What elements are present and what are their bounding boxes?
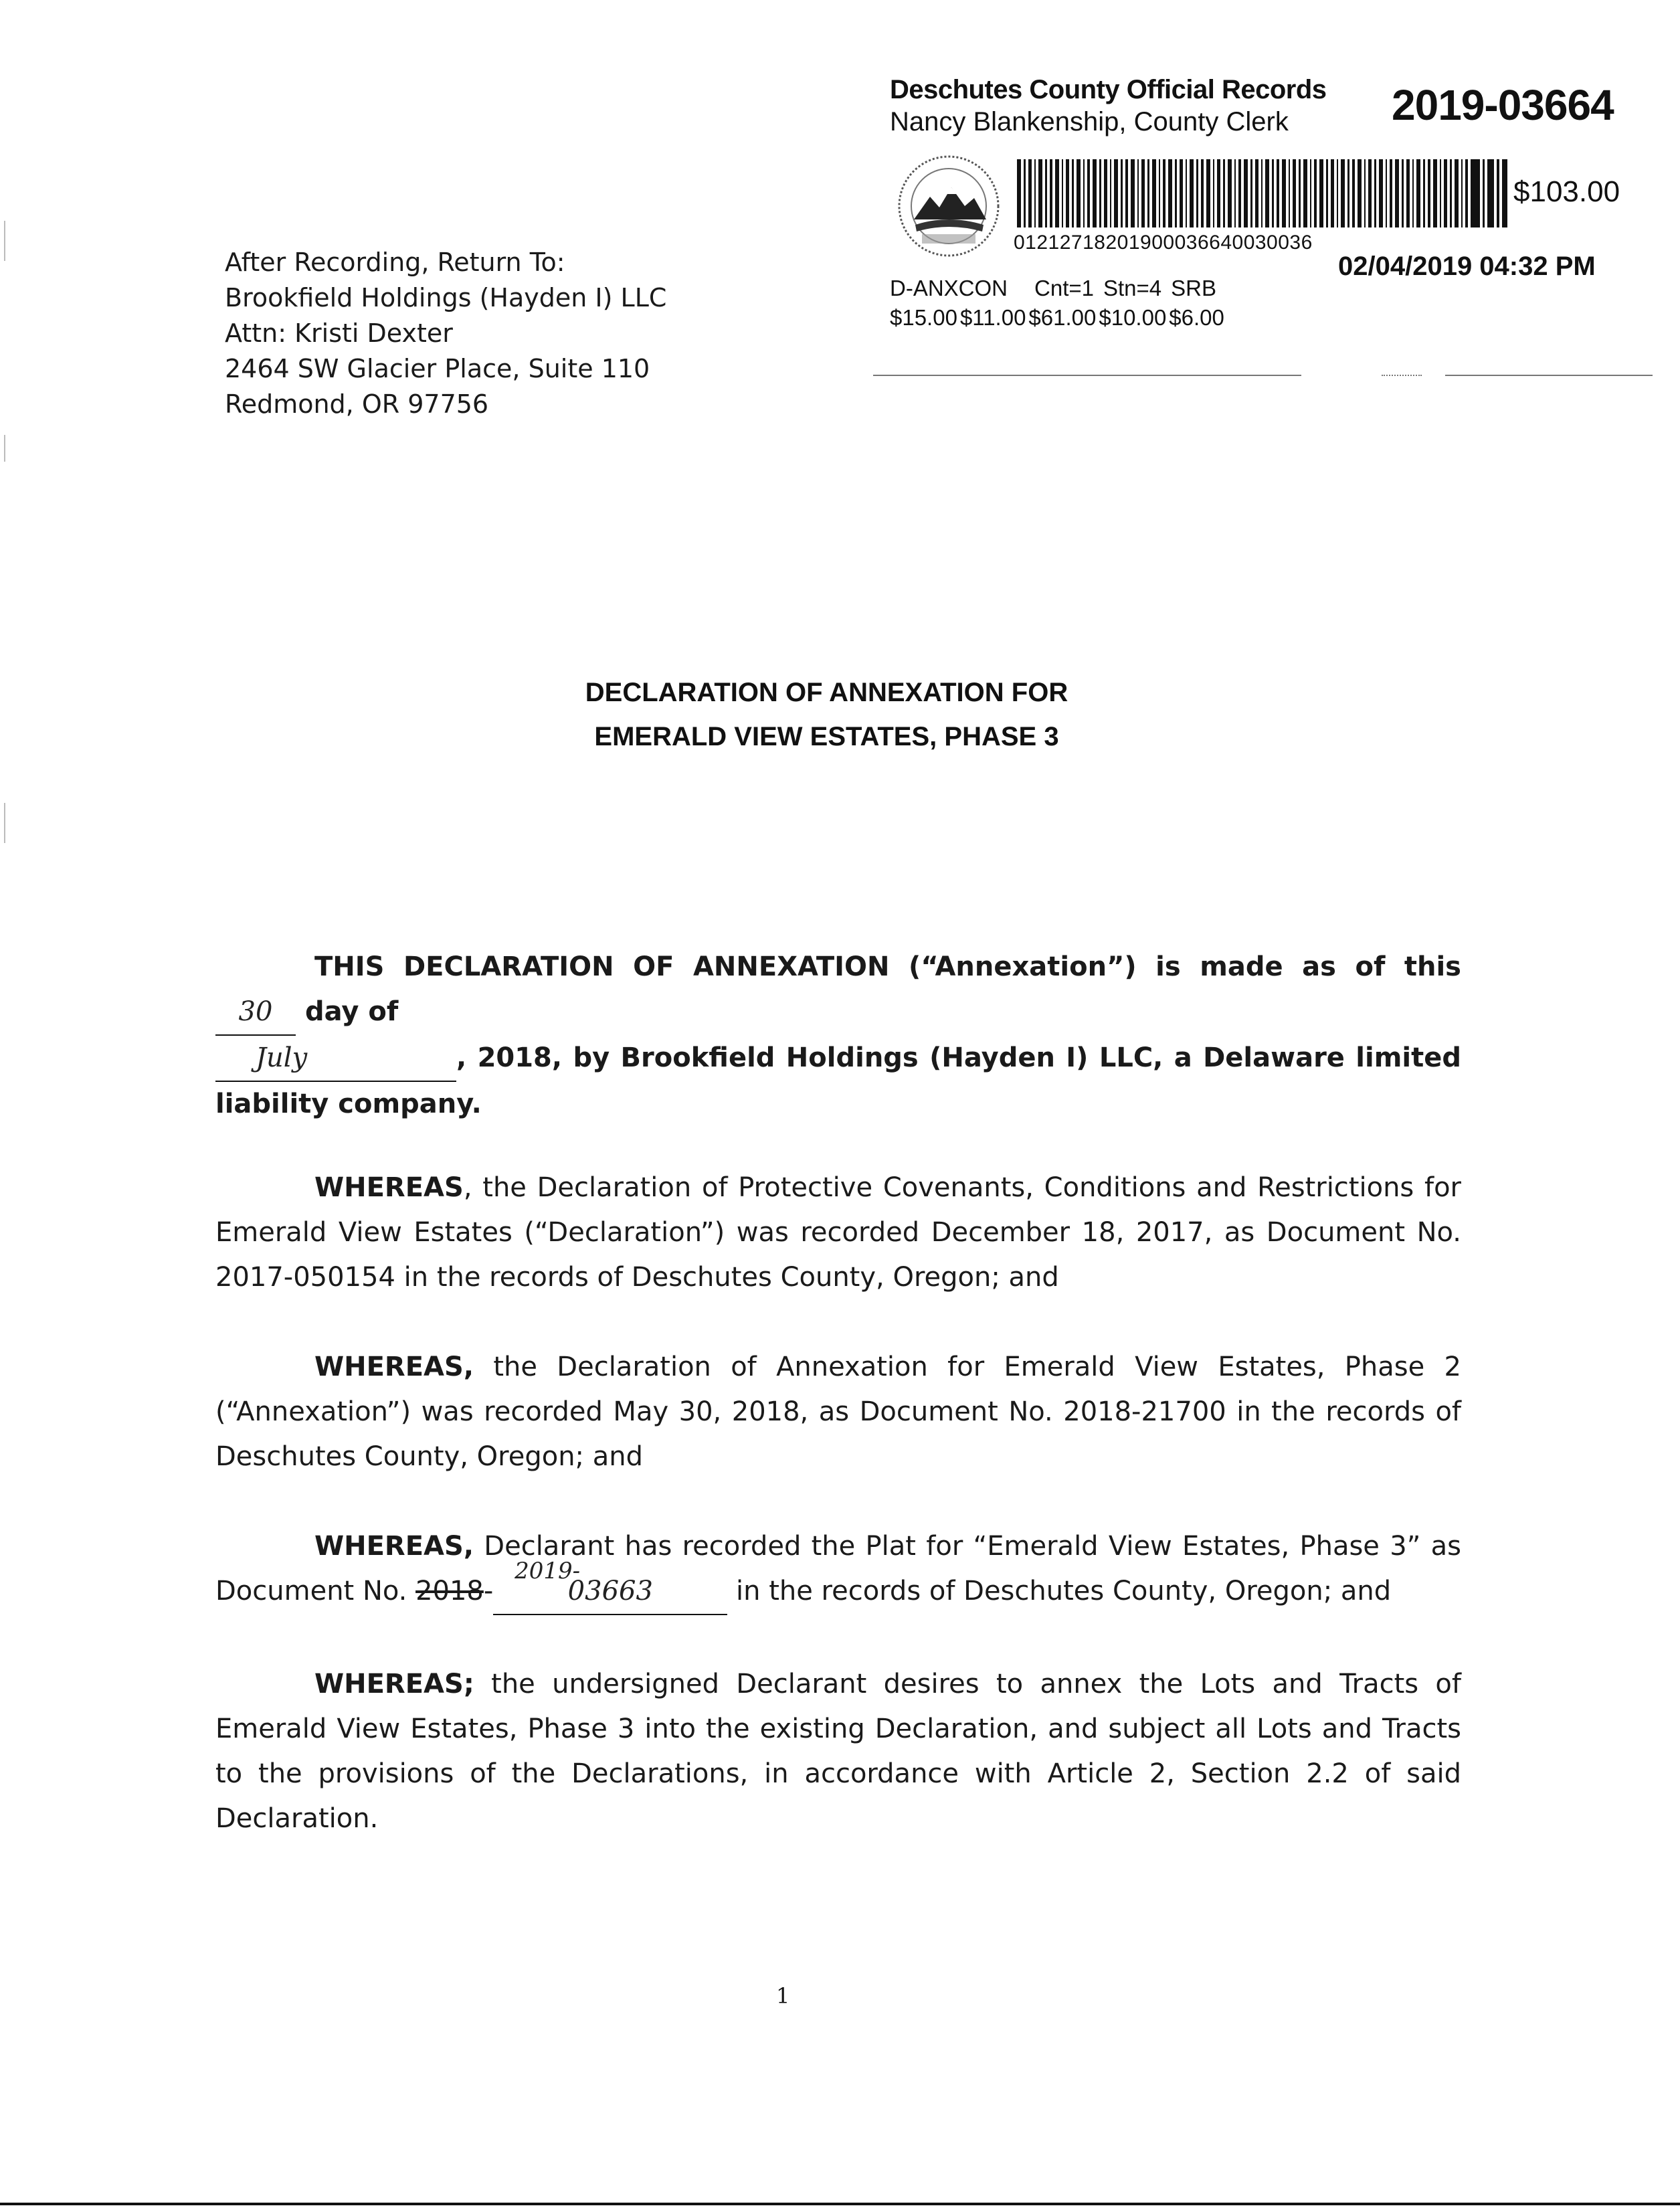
recording-document-number: 2019-03664	[1392, 81, 1614, 129]
handwritten-day: 30	[215, 990, 296, 1036]
intro-rest: , 2018, by Brookfield Holdings (Hayden I) LLC, a Delaware limited liability company.	[215, 1042, 1461, 1119]
return-heading: After Recording, Return To:	[225, 248, 565, 277]
total-fee: $103.00	[1513, 175, 1620, 208]
whereas-paragraph-2	[215, 1345, 1461, 1479]
whereas-label: WHEREAS	[314, 1172, 464, 1203]
page-number: 1	[776, 1983, 790, 2009]
whereas-text: the undersigned Declarant desires to annex the Lots and Tracts of Emerald View Estates, Phase 3 into the existing Declaration, and subject all Lots and Tracts to the provisions of the Declarations, in accordance with Article 2, Section 2.2 of said Declaration.	[215, 1669, 1461, 1834]
whereas-label: WHEREAS,	[314, 1531, 474, 1562]
whereas-text: in the records of Deschutes County, Oregon; and	[727, 1576, 1392, 1606]
county-seal-icon	[882, 153, 1016, 260]
whereas-paragraph-4	[215, 1662, 1461, 1841]
return-line: Brookfield Holdings (Hayden I) LLC	[225, 283, 667, 312]
return-line: Redmond, OR 97756	[225, 389, 489, 419]
intro-day-suffix: day of	[304, 996, 399, 1027]
scan-edge-mark	[4, 803, 5, 843]
stamp-divider	[1382, 375, 1422, 376]
title-line-1: DECLARATION OF ANNEXATION FOR	[585, 678, 1068, 707]
count: Cnt=1	[1034, 276, 1094, 300]
whereas-paragraph-3	[215, 1524, 1461, 1615]
scan-edge-mark	[4, 221, 5, 261]
return-address-block	[225, 245, 666, 422]
intro-lead: THIS DECLARATION OF ANNEXATION (“Annexation”) is made as of this	[314, 951, 1461, 982]
barcode-number: 01212718201900036640030036	[1014, 232, 1313, 254]
fee-item: $11.00	[959, 305, 1026, 330]
whereas-label: WHEREAS,	[314, 1352, 474, 1382]
struck-year: 2018	[415, 1576, 484, 1606]
scan-edge-mark	[4, 435, 5, 462]
recording-datetime: 02/04/2019 04:32 PM	[1338, 252, 1596, 281]
handwritten-year: 2019-	[515, 1558, 581, 1584]
whereas-text: the Declaration of Annexation for Emerald View Estates, Phase 2 (“Annexation”) was recorded May 30, 2018, as Document No. 2018-21700 in the records of Deschutes County, Oregon; and	[215, 1352, 1461, 1472]
fee-item: $6.00	[1169, 305, 1224, 330]
barcode-icon	[1017, 159, 1512, 227]
clerk-initials: SRB	[1171, 276, 1217, 300]
title-line-2: EMERALD VIEW ESTATES, PHASE 3	[594, 722, 1059, 751]
whereas-paragraph-1	[215, 1166, 1461, 1300]
stamp-divider	[1445, 375, 1653, 376]
number-dash: -	[483, 1576, 494, 1606]
station: Stn=4	[1103, 276, 1162, 300]
stamp-divider	[873, 375, 1301, 376]
recording-office: Deschutes County Official Records	[890, 75, 1327, 104]
fee-item: $61.00	[1028, 305, 1097, 330]
document-type-code: D-ANXCON	[890, 276, 1008, 300]
fee-item: $15.00	[890, 305, 957, 330]
fee-breakdown	[890, 305, 1227, 331]
return-line: 2464 SW Glacier Place, Suite 110	[225, 354, 650, 383]
handwritten-document-number: 03663	[493, 1569, 727, 1615]
return-line: Attn: Kristi Dexter	[225, 318, 453, 348]
whereas-text: , the Declaration of Protective Covenants, Conditions and Restrictions for Emerald View Estates (“Declaration”) was recorded December 18, 2017, as Document No. 2017-050154 in the records of Deschutes County, Oregon; and	[215, 1172, 1461, 1293]
handwritten-month: July	[215, 1036, 456, 1082]
bottom-edge-line	[0, 2203, 1680, 2205]
recording-code-line	[890, 276, 1243, 301]
whereas-text: Declarant has recorded the Plat for “Emerald View Estates, Phase 3” as Document No.	[215, 1531, 1461, 1606]
recording-clerk: Nancy Blankenship, County Clerk	[890, 107, 1289, 136]
document-title	[0, 670, 1680, 759]
fee-item: $10.00	[1099, 305, 1167, 330]
intro-paragraph	[215, 945, 1461, 1127]
whereas-label: WHEREAS;	[314, 1669, 474, 1699]
